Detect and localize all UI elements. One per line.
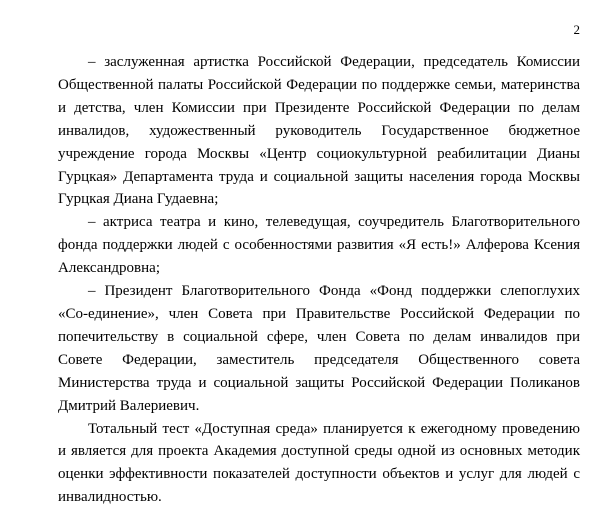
paragraph-polikanov: – Президент Благотворительного Фонда «Фонд поддержки слепоглухих «Со-единение», член Совета при Правительстве Российской Федерации по попечительству в социальной сфере, член Совета по делам инвалидов при Совете Федерации, заместитель председателя Общественного совета Министерства труда и социальной защиты Российской Федерации Поликанов Дмитрий Валериевич. xyxy=(58,283,580,414)
page-number: 2 xyxy=(573,22,580,37)
paragraph-gurtskaya: – заслуженная артистка Российской Федерации, председатель Комиссии Общественной палаты Российской Федерации по поддержке семьи, материнства и детства, член Комиссии при Президенте Российской Федерации по делам инвалидов, художественный руководитель Государственное бюджетное учреждение города Москвы «Центр социокультурной реабилитации Дианы Гурцкая» Департамента труда и социальной защиты населения города Москвы Гурцкая Диана Гудаевна; xyxy=(58,54,580,208)
document-body xyxy=(58,51,580,509)
paragraph-total-test: Тотальный тест «Доступная среда» планируется к ежегодному проведению и является для проекта Академия доступной среды одной из основных методик оценки эффективности показателей доступности объектов и услуг для людей с инвалидностью. xyxy=(58,420,580,506)
paragraph-alferova: – актриса театра и кино, телеведущая, соучредитель Благотворительного фонда поддержки людей с особенностями развития «Я есть!» Алферова Ксения Александровна; xyxy=(58,214,580,277)
